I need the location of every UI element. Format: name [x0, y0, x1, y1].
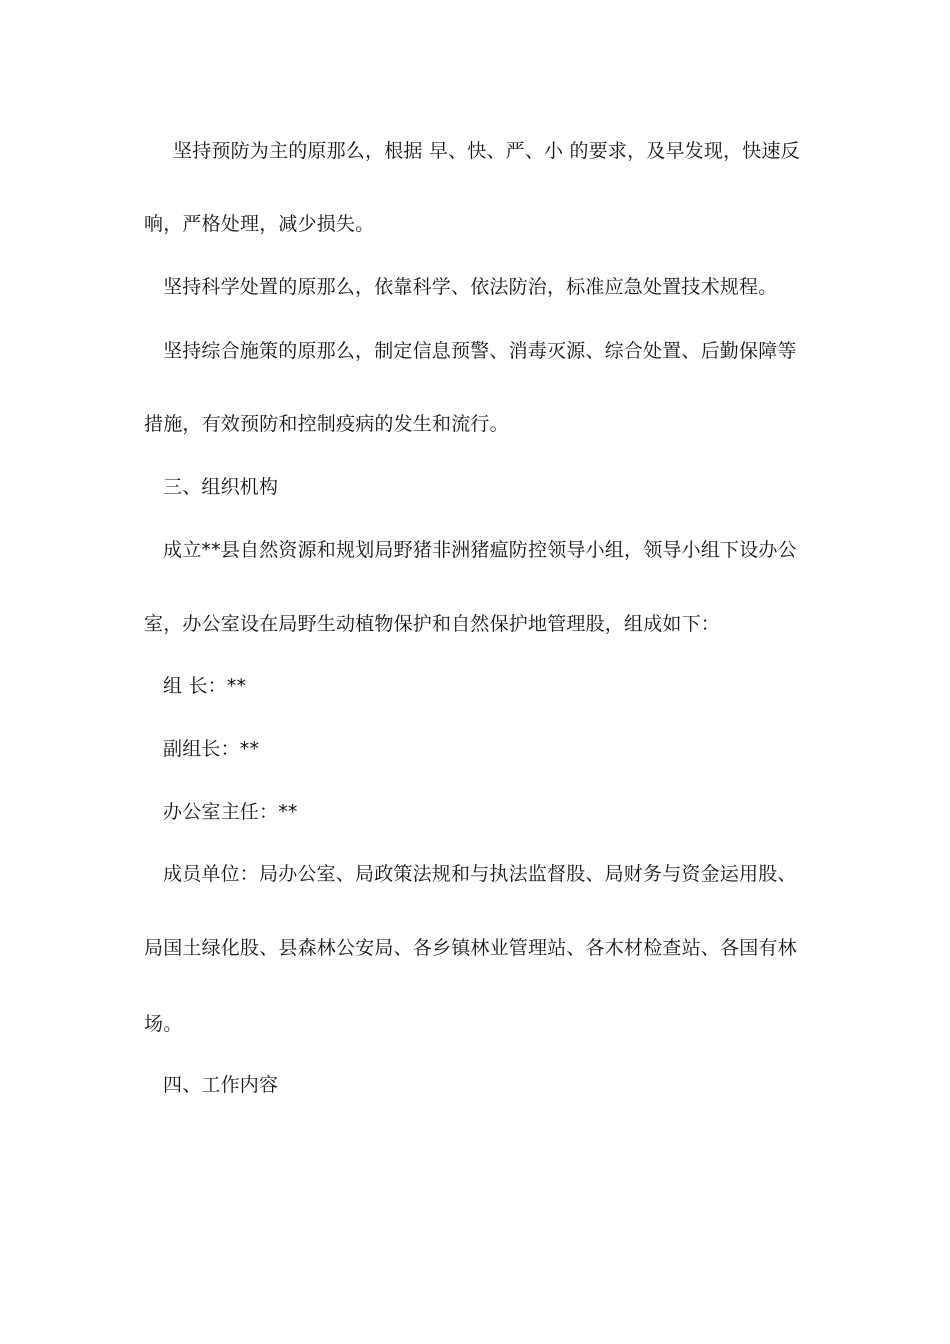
member-line-deputy-leader: 副组长：**: [163, 738, 260, 760]
member-line-member-units: 成员单位：局办公室、局政策法规和与执法监督股、局财务与资金运用股、: [163, 863, 797, 885]
paragraph-line-prevention-principle-cont: 响，严格处理，减少损失。: [144, 213, 375, 235]
paragraph-line-comprehensive-principle-cont: 措施，有效预防和控制疫病的发生和流行。: [144, 413, 509, 435]
section-heading-work-content: 四、工作内容: [163, 1074, 279, 1096]
member-line-office-director: 办公室主任：**: [163, 801, 298, 823]
paragraph-line-prevention-principle: 坚持预防为主的原那么，根据 早、快、严、小 的要求，及早发现，快速反: [173, 140, 800, 162]
section-heading-organization: 三、组织机构: [163, 476, 279, 498]
paragraph-line-establish-group-cont: 室，办公室设在局野生动植物保护和自然保护地管理股，组成如下：: [144, 613, 721, 635]
member-line-leader: 组 长：**: [163, 675, 247, 697]
paragraph-line-establish-group: 成立**县自然资源和规划局野猪非洲猪瘟防控领导小组，领导小组下设办公: [163, 539, 797, 561]
paragraph-line-scientific-principle: 坚持科学处置的原那么，依靠科学、依法防治，标准应急处置技术规程。: [163, 276, 778, 298]
paragraph-line-comprehensive-principle: 坚持综合施策的原那么，制定信息预警、消毒灭源、综合处置、后勤保障等: [163, 340, 797, 362]
member-line-member-units-cont: 局国土绿化股、县森林公安局、各乡镇林业管理站、各木材检查站、各国有林: [144, 937, 797, 959]
member-line-member-units-end: 场。: [144, 1013, 183, 1035]
